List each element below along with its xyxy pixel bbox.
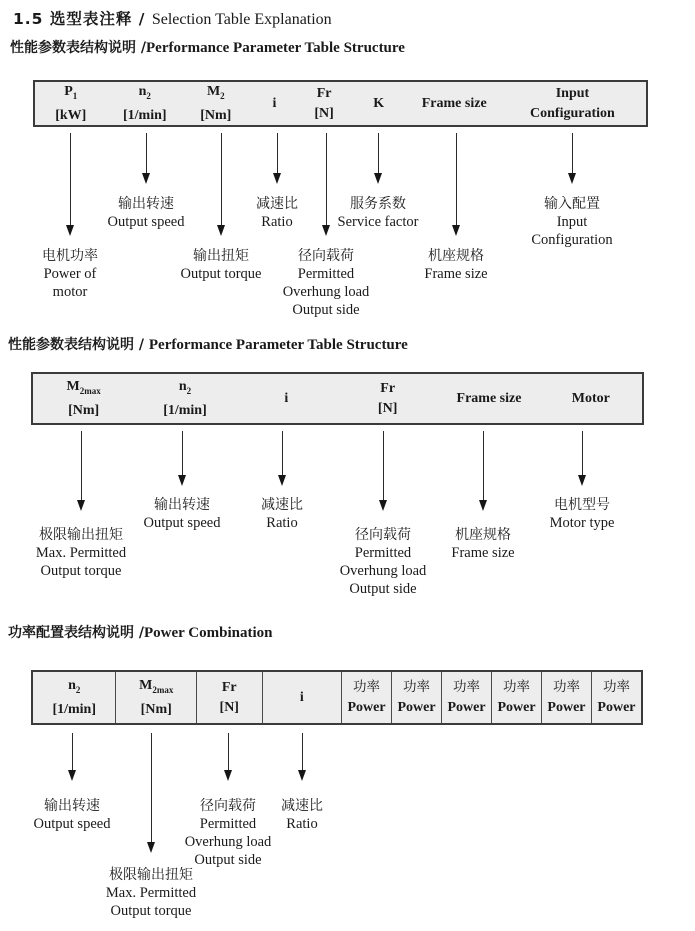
callout-zh-text: 电机型号 [554,497,610,513]
column-subscript: 2max [79,385,101,396]
column-symbol-text: Input [555,86,590,101]
arrow-head [568,173,576,184]
column-symbol [403,680,430,695]
column-unit: [N] [219,700,239,715]
column-symbol-text: Fr [221,680,237,695]
down-arrow-icon [77,431,86,511]
column-unit: Power [347,700,386,715]
header-cell [541,672,591,723]
arrow-head [479,500,487,511]
callout-en-text: Permitted [297,266,355,282]
callout-en-text: Permitted [199,816,257,832]
column-symbol-text: Motor [571,391,610,406]
column-symbol [139,84,151,104]
column-unit: [1/min] [163,403,207,419]
header-cell [499,82,646,125]
header-cell [249,82,301,125]
column-symbol [222,680,237,695]
column-symbol [64,84,77,104]
column-unit: [kW] [55,108,87,124]
column-symbol-text: 功率 [353,679,381,695]
callout-zh-text: 输出转速 [44,798,100,814]
callout-label [71,195,221,231]
page-title-en: Selection Table Explanation [151,11,332,28]
down-arrow-icon [568,133,577,184]
column-symbol-text: n [68,677,76,693]
param-table-2 [31,372,644,425]
arrow-shaft [146,133,147,173]
callout-label [381,247,531,283]
header-cell [410,82,499,125]
header-cell [491,672,541,723]
column-symbol-text: Fr [380,381,396,396]
column-unit: Power [497,700,536,715]
column-symbol-text: i [272,96,277,111]
arrow-head [142,173,150,184]
header-cell [115,672,195,723]
callout-label [303,195,453,231]
callout-label [0,247,145,301]
down-arrow-icon [178,431,187,486]
column-symbol [68,678,80,698]
down-arrow-icon [68,733,77,781]
column-symbol [373,96,384,111]
arrow-head [278,475,286,486]
page-title-zh: 1.5 选型表注释 / [13,10,152,28]
down-arrow-icon [224,733,233,781]
arrow-head [68,770,76,781]
column-symbol-text: n [178,378,187,394]
callout-label [0,797,147,833]
header-cell [337,374,438,423]
header-cell [391,672,441,723]
down-arrow-icon [379,431,388,511]
callout-en-text: Ratio [266,515,298,531]
callout-label [507,496,657,532]
column-unit: [Nm] [200,108,232,124]
callout-zh-text: 极限输出扭矩 [109,867,193,883]
column-unit: Power [447,700,486,715]
column-symbol [572,391,610,406]
callout-en-text: Output torque [110,903,192,919]
param-table-1 [33,80,648,127]
callout-zh-text: 减速比 [281,798,323,814]
section-heading-performance-1 [10,37,405,57]
callout-en-text: Service factor [337,214,419,230]
callout-en-text: Motor type [549,515,615,531]
arrow-head [178,475,186,486]
down-arrow-icon [273,133,282,184]
down-arrow-icon [278,431,287,486]
arrow-head [298,770,306,781]
header-cell [341,672,391,723]
callout-en-text: Ratio [286,816,318,832]
header-cell [134,374,235,423]
column-symbol-text: i [284,391,289,406]
column-unit: [Nm] [68,403,100,419]
column-subscript: 2 [146,90,151,101]
callout-en-text: Frame size [424,266,488,282]
callout-en-text: Output speed [107,214,185,230]
column-unit: [1/min] [122,108,167,124]
callout-zh-text: 机座规格 [428,248,484,264]
callout-label [227,797,377,833]
arrow-head [578,475,586,486]
arrow-shaft [383,431,384,500]
page-title [13,7,332,29]
arrow-head [77,500,85,511]
arrow-head [224,770,232,781]
callout-en-text: Max. Permitted [35,545,127,561]
callout-zh-text: 服务系数 [350,196,406,212]
header-cell [348,82,410,125]
callout-zh-text: 输出转速 [118,196,174,212]
section-heading-zh: 功率配置表结构说明 / [8,625,144,641]
column-symbol [556,86,589,101]
arrow-shaft [151,733,152,842]
callout-en-text: Overhung load [184,834,272,850]
header-cell [33,672,115,723]
callout-en-text: Output torque [40,563,122,579]
callout-zh-text: 减速比 [261,497,303,513]
column-symbol [139,678,173,698]
column-symbol [353,680,380,695]
column-subscript: 2 [220,90,225,101]
arrow-shaft [182,431,183,475]
column-subscript: 2 [75,684,81,695]
arrow-shaft [81,431,82,500]
callout-zh-text: 径向载荷 [355,527,411,543]
down-arrow-icon [374,133,383,184]
arrow-shaft [582,431,583,475]
column-symbol-text: M [139,677,153,693]
header-cell [236,374,337,423]
arrow-shaft [483,431,484,500]
column-unit: Power [397,700,436,715]
column-unit: Power [597,700,636,715]
arrow-shaft [282,431,283,475]
callout-zh-text: 径向载荷 [200,798,256,814]
column-symbol-text: Frame size [456,391,522,406]
header-cell [441,672,491,723]
header-cell [33,374,134,423]
header-cell [591,672,641,723]
column-symbol [457,391,522,406]
header-cell [183,82,249,125]
arrow-shaft [456,133,457,225]
column-symbol-text: 功率 [453,679,480,695]
column-unit: [Nm] [140,702,172,718]
callout-en-text: motor [52,284,88,300]
callout-en-text: Output speed [33,816,111,832]
column-symbol-text: 功率 [552,679,580,695]
column-unit: Power [547,700,586,715]
down-arrow-icon [479,431,488,511]
column-symbol [422,96,487,111]
section-heading-en: Power Combination [144,625,273,641]
arrow-head [452,225,460,236]
callout-en-text: Ratio [261,214,293,230]
section-heading-en: Performance Parameter Table Structure [148,337,408,353]
section-heading-en: Performance Parameter Table Structure [146,40,405,56]
callout-zh-text: 机座规格 [455,527,511,543]
callout-zh-text: 输出转速 [154,497,210,513]
column-symbol [453,680,480,695]
arrow-shaft [277,133,278,173]
column-symbol-text: n [138,83,147,99]
callout-en-text: Output side [292,302,360,318]
column-symbol [67,379,101,399]
header-cell [35,82,107,125]
power-table [31,670,643,725]
column-symbol [300,690,304,705]
header-cell [196,672,262,723]
column-symbol-text: 功率 [502,679,530,695]
column-symbol-text: M [206,83,221,99]
header-cell [262,672,342,723]
callout-en-text: Overhung load [339,563,427,579]
header-cell [540,374,642,423]
callout-en-text: Output side [349,581,417,597]
callout-en-text: Frame size [451,545,515,561]
callout-zh-text: 输入配置 [544,196,600,212]
arrow-shaft [302,733,303,770]
callout-label [251,247,401,319]
down-arrow-icon [142,133,151,184]
section-heading-zh: 性能参数表结构说明 / [8,337,149,353]
callout-en-text: Overhung load [282,284,370,300]
callout-label [6,526,156,580]
arrow-shaft [572,133,573,173]
arrow-head [273,173,281,184]
column-symbol [503,680,530,695]
callout-zh-text: 减速比 [256,196,298,212]
arrow-shaft [72,733,73,770]
column-symbol [553,680,580,695]
callout-zh-text: 极限输出扭矩 [39,527,123,543]
down-arrow-icon [452,133,461,236]
section-heading-power-combination [8,622,272,642]
section-heading-zh: 性能参数表结构说明 / [10,40,146,56]
column-symbol [284,391,288,406]
callout-en-text: Configuration [531,232,613,248]
column-symbol [207,84,225,104]
arrow-shaft [228,733,229,770]
callout-label [497,195,647,249]
callout-zh-text: 输出扭矩 [193,248,249,264]
callout-en-text: Max. Permitted [105,885,197,901]
column-symbol [179,379,191,399]
callout-zh-text: 径向载荷 [298,248,354,264]
column-unit: [1/min] [52,702,97,718]
callout-label [76,866,226,920]
column-unit: [N] [314,106,334,121]
callout-en-text: Output torque [180,266,262,282]
column-symbol [603,680,630,695]
column-symbol [272,96,276,111]
column-unit: Configuration [530,106,615,121]
column-symbol [380,381,395,396]
column-subscript: 1 [72,90,78,101]
column-symbol-text: Fr [316,86,332,101]
callout-en-text: Output side [194,852,262,868]
column-symbol-text: Frame size [421,96,487,111]
down-arrow-icon [298,733,307,781]
callout-en-text: Input [556,214,588,230]
arrow-head [374,173,382,184]
arrow-head [379,500,387,511]
column-symbol-text: M [66,378,80,394]
column-symbol-text: i [299,690,304,705]
callout-en-text: Permitted [354,545,412,561]
column-subscript: 2 [186,385,192,396]
down-arrow-icon [578,431,587,486]
arrow-shaft [378,133,379,173]
header-cell [438,374,539,423]
header-cell [300,82,348,125]
callout-en-text: Power of [43,266,97,282]
callout-en-text: Output speed [143,515,221,531]
column-symbol-text: K [373,96,385,111]
header-cell [107,82,183,125]
column-subscript: 2max [152,684,174,695]
callout-zh-text: 电机功率 [42,248,98,264]
column-unit: [N] [377,401,398,416]
column-symbol-text: 功率 [602,679,630,695]
column-symbol-text: 功率 [403,679,431,695]
column-symbol-text: P [64,83,73,99]
column-symbol [317,86,332,101]
section-heading-performance-2 [8,334,408,354]
